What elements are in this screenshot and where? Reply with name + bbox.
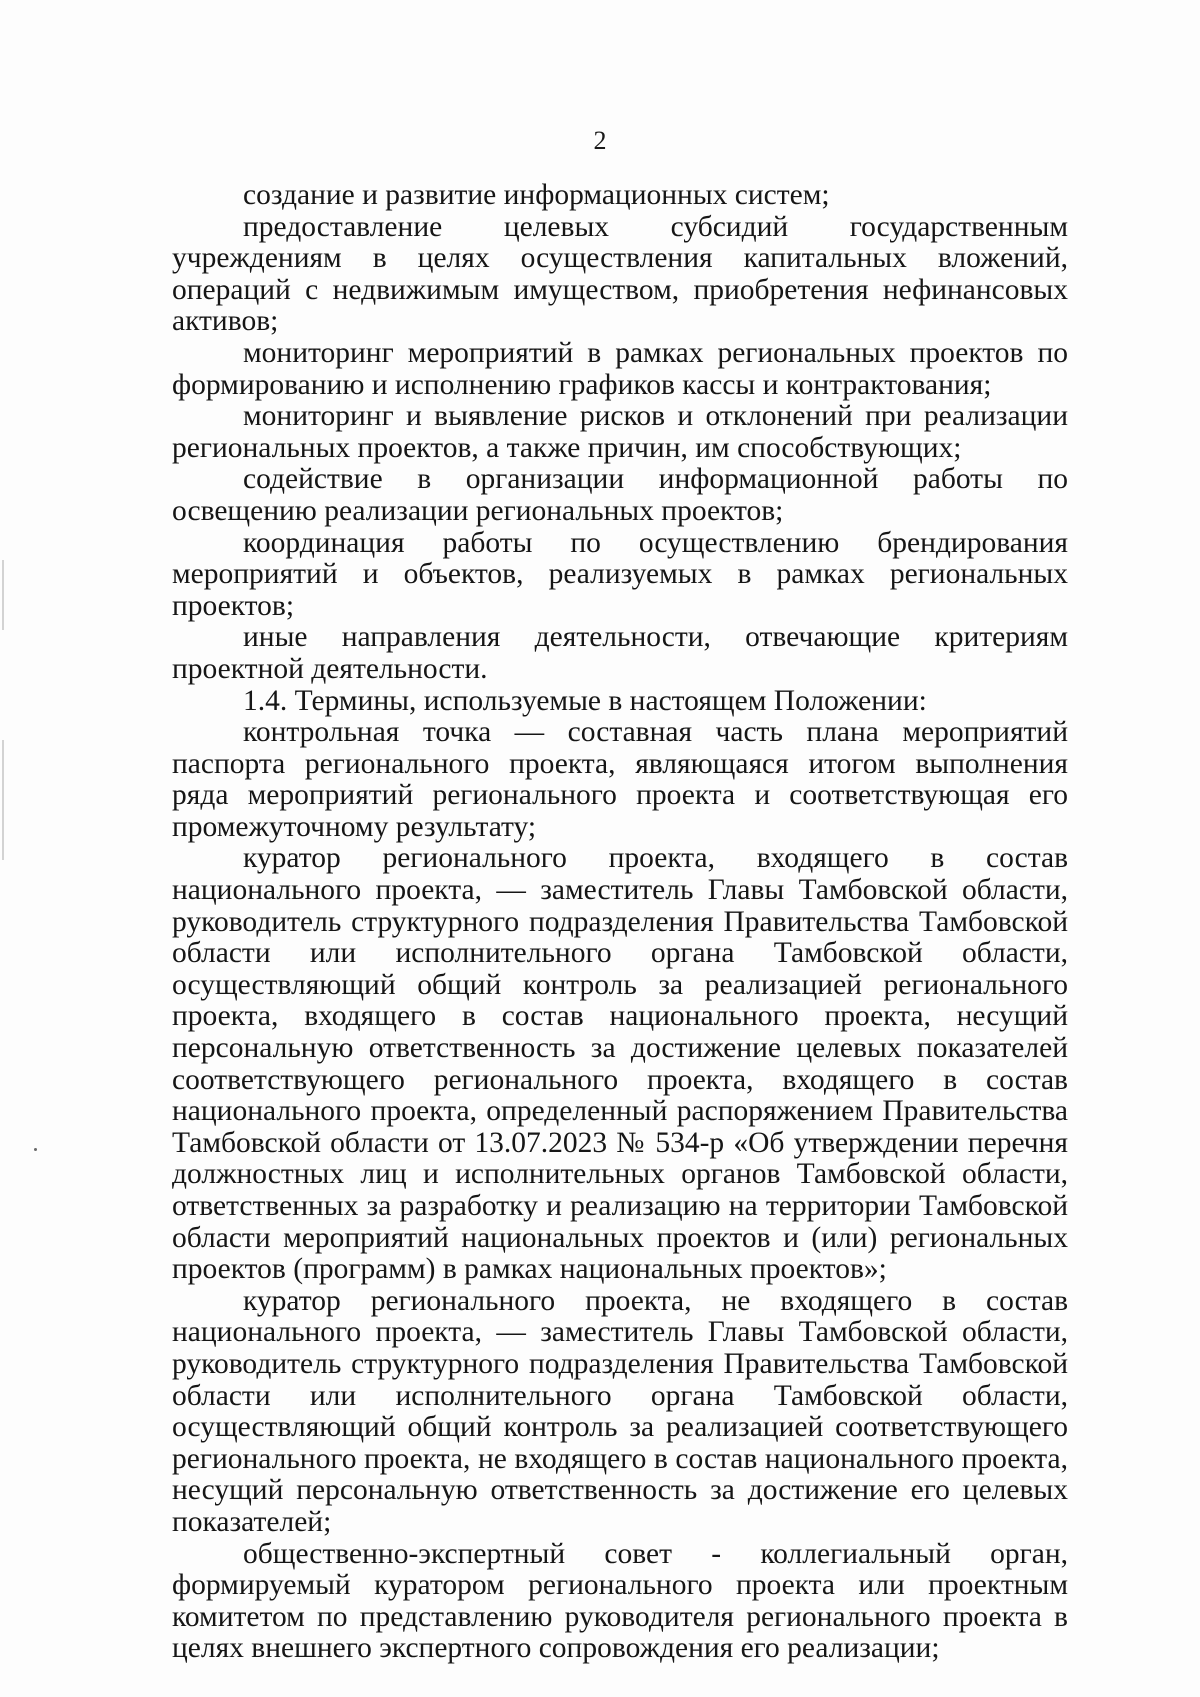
- scan-artifact: [2, 740, 4, 860]
- paragraph: создание и развитие информационных систем;: [243, 179, 830, 211]
- term-definition: общественно-экспертный совет - коллегиальный орган, формируемый куратором регионального проекта или проектным комитетом по представлению руководителя регионального проекта в целях внешнего экспертного сопровождения его реализации;: [172, 1537, 1068, 1665]
- term-definition: контрольная точка — составная часть плана мероприятий паспорта регионального проекта, являющаяся итогом выполнения ряда мероприятий регионального проекта и соответствующая его промежуточному результату;: [172, 716, 1068, 843]
- scan-artifact: [2, 560, 4, 630]
- paragraph: координация работы по осуществлению брендирования мероприятий и объектов, реализуемых в рамках региональных проектов;: [172, 526, 1068, 622]
- document-body: [172, 180, 1068, 1665]
- term-definition: куратор регионального проекта, не входящего в состав национального проекта, — заместитель Главы Тамбовской области, руководитель структурного подразделения Правительства Тамбовской области или исполнительного органа Тамбовской области, осуществляющий общий контроль за реализацией соответствующего регионального проекта, не входящего в состав национального проекта, несущий персональную ответственность за достижение его целевых показателей;: [172, 1284, 1068, 1538]
- scan-speck: [34, 1148, 37, 1151]
- term-definition: куратор регионального проекта, входящего в состав национального проекта, — заместитель Главы Тамбовской области, руководитель структурного подразделения Правительства Тамбовской области или исполнительного органа Тамбовской области, осуществляющий общий контроль за реализацией регионального проекта, входящего в состав национального проекта, несущий персональную ответственность за достижение целевых показателей соответствующего регионального проекта, входящего в состав национального проекта, определенный распоряжением Правительства Тамбовской области от 13.07.2023 № 534-р «Об утверждении перечня должностных лиц и исполнительных органов Тамбовской области, ответственных за разработку и реализацию на территории Тамбовской области мероприятий национальных проектов и (или) региональных проектов (программ) в рамках национальных проектов»;: [172, 842, 1068, 1286]
- section-heading: 1.4. Термины, используемые в настоящем Положении:: [243, 684, 927, 717]
- page-number: 2: [593, 126, 607, 155]
- paragraph: мониторинг и выявление рисков и отклонений при реализации региональных проектов, а также причин, им способствующих;: [172, 400, 1068, 464]
- paragraph: предоставление целевых субсидий государственным учреждениям в целях осуществления капитальных вложений, операций с недвижимым имуществом, приобретения нефинансовых активов;: [172, 210, 1068, 338]
- paragraph: мониторинг мероприятий в рамках региональных проектов по формированию и исполнению графиков кассы и контрактования;: [172, 336, 1068, 401]
- paragraph: иные направления деятельности, отвечающие критериям проектной деятельности.: [172, 621, 1068, 685]
- paragraph: содействие в организации информационной работы по освещению реализации региональных проектов;: [172, 463, 1068, 527]
